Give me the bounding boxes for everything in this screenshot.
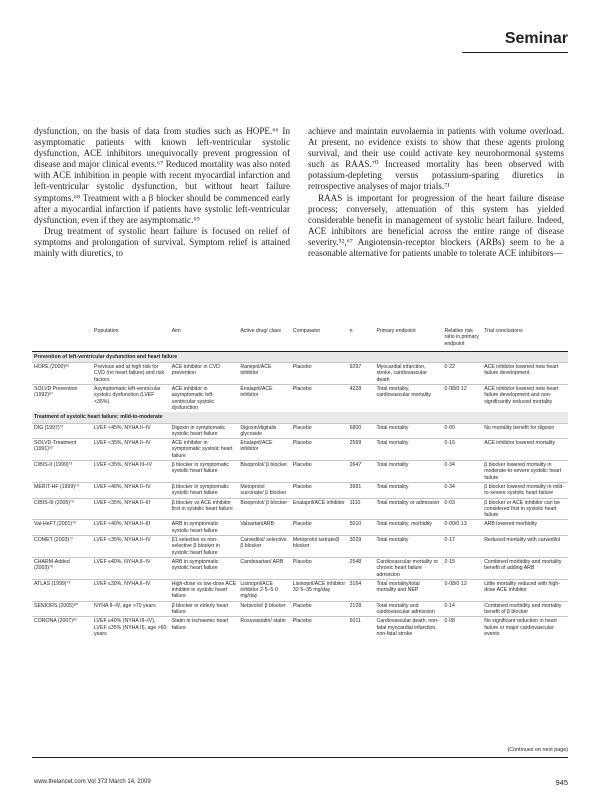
table-cell: 1110 — [348, 498, 375, 520]
table-cell: ARB in symptomatic systolic heart failure — [170, 520, 239, 536]
table-cell: CORONA (2007)⁸¹ — [32, 617, 92, 638]
table-cell: 2128 — [348, 601, 375, 617]
table-cell: Placebo — [291, 601, 348, 617]
table-cell: LVEF ≤30%, NYHA II–IV — [92, 579, 170, 601]
table-cell: β blocker in elderly heart failure — [170, 601, 239, 617]
table-cell: LVEF <40%, NYHA II–IV — [92, 482, 170, 498]
table-cell: Total mortality — [374, 536, 442, 558]
table-cell: LVEF ≤40% (NYHA III–IV), LVEF ≤35% (NYHA II), age >60 years — [92, 617, 170, 638]
table-row — [32, 363, 568, 385]
table-cell: Placebo — [291, 461, 348, 483]
table-cell: Lisinopril/ACE inhibitor 32·5–35 mg/day — [291, 579, 348, 601]
table-cell: No mortality benefit for digoxin — [482, 423, 568, 439]
table-row — [32, 557, 568, 579]
table-cell: Placebo — [291, 423, 348, 439]
table-cell: 0·17 — [443, 536, 483, 558]
table-row — [32, 601, 568, 617]
table-cell: Enalapril/ACE inhibitor — [238, 439, 291, 461]
table-row — [32, 498, 568, 520]
column-header: Relative risk ratio in primary endpoint — [443, 322, 483, 351]
column-header: n — [348, 322, 375, 351]
table-cell: Placebo — [291, 557, 348, 579]
table-cell: Bisoprolol/ β blocker — [238, 498, 291, 520]
table-cell: Placebo — [291, 482, 348, 498]
table-cell: Total mortality/total mortality and NEP — [374, 579, 442, 601]
table-cell: Asymptomatic left-ventricular systolic dysfunction (LVEF <35%) — [92, 385, 170, 413]
table-cell: Metoprolol tartrate/β blocker — [291, 536, 348, 558]
table-cell: SENIORS (2005)⁸⁰ — [32, 601, 92, 617]
table-cell: Placebo — [291, 363, 348, 385]
table-cell: LVEF <45%, NYHA II–IV — [92, 423, 170, 439]
table-cell: ACE inhibitor in symptomatic systolic heart failure — [170, 439, 239, 461]
column-header: Trial conclusions — [482, 322, 568, 351]
paragraph: RAAS is important for progression of the heart failure disease process; conversely, attenuation of this system has yielded considerable benefit in management of systolic heart failure. Indeed, ACE inhibitors are beneficial across the entire range of disease severity.⁵²,⁶⁷ Angiotensin-receptor blockers (ARBs) seem to be a reasonable alternative for patients unable to tolerate ACE inhibitors— — [308, 192, 564, 259]
table-cell: SOLVD-Treatment (1991)⁵² — [32, 439, 92, 461]
table-cell: β blocker in symptomatic systolic heart failure — [170, 461, 239, 483]
table-cell: Enalapril/ACE inhibitor — [238, 385, 291, 413]
table-cell: No significant reduction in heart failure or major cardiovascular events — [482, 617, 568, 638]
table-cell: ACE inhibitor in CVD prevention — [170, 363, 239, 385]
table-cell: Total mortality — [374, 423, 442, 439]
trial-table — [32, 322, 568, 754]
table-cell: Total mortality, cardiovascular mortality — [374, 385, 442, 413]
table-cell: 4228 — [348, 385, 375, 413]
table-cell: Statin in ischaemic heart failure — [170, 617, 239, 638]
table-cell: Rosuvastatin/ statin — [238, 617, 291, 638]
table-cell: 5010 — [348, 520, 375, 536]
table-cell: Bisoprolol/ β blocker — [238, 461, 291, 483]
table-cell: 0·34 — [443, 482, 483, 498]
table-cell: β blocker in symptomatic systolic heart failure — [170, 482, 239, 498]
table-cell: Total mortality or admission — [374, 498, 442, 520]
table-cell: Total mortality and cardiovascular admission — [374, 601, 442, 617]
table-cell: CIBIS-II (1999)⁷³ — [32, 461, 92, 483]
body-column-right — [308, 126, 564, 259]
table-cell: Nebivolol/ β blocker — [238, 601, 291, 617]
table-cell: 0·03 — [443, 498, 483, 520]
table-cell: Metoprolol succinate/ β blocker — [238, 482, 291, 498]
column-header — [32, 322, 92, 351]
table-row — [32, 423, 568, 439]
table-cell: 0·00 — [443, 423, 483, 439]
table-cell: LVEF <35%, NYHA II–IV — [92, 536, 170, 558]
table-cell: Ramipril/ACE inhibitor — [238, 363, 291, 385]
table-cell: Previous and at high risk for CVD (no heart failure) and risk factors — [92, 363, 170, 385]
table-row — [32, 617, 568, 638]
table-cell: 0·34 — [443, 461, 483, 483]
table-cell: 0·22 — [443, 363, 483, 385]
table-cell: 2548 — [348, 557, 375, 579]
section-title: Treatment of systolic heart failure: mild-to-moderate — [32, 412, 568, 423]
table-cell: Lisinopril/ACE inhibitor 2·5–5·0 mg/day — [238, 579, 291, 601]
table-cell: 0·14 — [443, 601, 483, 617]
table-cell: Total mortality — [374, 482, 442, 498]
table-cell: β blocker lowered mortality in moderate-to-severe systolic heart failure — [482, 461, 568, 483]
paragraph: dysfunction, on the basis of data from studies such as HOPE.⁶⁶ In asymptomatic patients with known left-ventricular systolic dysfunction, ACE inhibitors unequivocally prevent progression of disease and major clinical events.⁶⁷ Reduced mortality was also noted with ACE inhibition in people with recent myocardial infarction and left-ventricular systolic dysfunction, but without heart failure symptoms.⁶⁸ Treatment with a β blocker should be commenced early after a myocardial infarction if patients have systolic left-ventricular dysfunction, even if they are asymptomatic.⁶⁹ — [34, 126, 290, 225]
table-cell: ACE inhibitor in asymptomatic left-ventricular systolic dysfunction — [170, 385, 239, 413]
table-cell: Digoxin in symptomatic systolic heart failure — [170, 423, 239, 439]
table-cell: CIBIS-III (2005)⁷⁵ — [32, 498, 92, 520]
column-header: Population — [92, 322, 170, 351]
table-row — [32, 461, 568, 483]
table — [32, 322, 568, 638]
bottom-rule — [32, 757, 568, 758]
table-cell: Placebo — [291, 439, 348, 461]
table-cell: LVEF <35%, NYHA II–IV — [92, 439, 170, 461]
table-cell: MERIT-HF (1999)⁷⁴ — [32, 482, 92, 498]
table-cell: 0·08/0·12 — [443, 385, 483, 413]
table-cell: DIG (1997)⁷² — [32, 423, 92, 439]
paragraph: achieve and maintain euvolaemia in patients with volume overload. At present, no evidence exists to show that these agents prolong survival, and their use could activate key neurohormonal systems such as RAAS.⁷⁰ Increased mortality has been observed with potassium-depleting versus potassium-sparing diuretics in retrospective analyses of major trials.⁷¹ — [308, 126, 564, 192]
table-cell: Combined morbidity and mortality benefit of β blocker — [482, 601, 568, 617]
table-cell: CHARM-Added (2003)⁷⁸ — [32, 557, 92, 579]
table-cell: High-dose vs low-dose ACE inhibitor in systolic heart failure — [170, 579, 239, 601]
section-title: Prevention of left-ventricular dysfunction and heart failure — [32, 351, 568, 362]
column-header: Comparator — [291, 322, 348, 351]
table-cell: 0·00/0·13 — [443, 520, 483, 536]
table-cell: LVEF <40%, NYHA II–III — [92, 520, 170, 536]
table-cell: ACE inhibitor lowered mortality — [482, 439, 568, 461]
section-row — [32, 412, 568, 423]
paragraph: Drug treatment of systolic heart failure is focused on relief of symptoms and prolongation of survival. Symptom relief is attained mainly with diuretics, to — [34, 225, 290, 259]
table-cell: ATLAS (1999)⁷⁹ — [32, 579, 92, 601]
table-cell: Carvedilol/ selective β blocker — [238, 536, 291, 558]
table-cell: Placebo — [291, 617, 348, 638]
table-cell: 2569 — [348, 439, 375, 461]
running-head-title: Seminar — [504, 30, 568, 47]
table-cell: ARB in symptomatic systolic heart failure — [170, 557, 239, 579]
table-cell: Placebo — [291, 385, 348, 413]
table-cell: 3991 — [348, 482, 375, 498]
table-cell: Enalapril/ACE inhibitor — [291, 498, 348, 520]
table-cell: 0·08 — [443, 617, 483, 638]
table-body — [32, 351, 568, 638]
table-cell: 3029 — [348, 536, 375, 558]
table-cell: Total mortality — [374, 461, 442, 483]
table-cell: SOLVD Prevention (1992)⁶⁷ — [32, 385, 92, 413]
table-cell: ACE inhibitor lowered new heart failure development and non-significantly reduced mortality — [482, 385, 568, 413]
table-cell: 0·08/0·12 — [443, 579, 483, 601]
table-cell: LVEF <35%, NYHA II–III — [92, 498, 170, 520]
table-cell: Reduced mortality with carvedilol — [482, 536, 568, 558]
table-cell: Little mortality reduced with high-dose ACE inhibitor — [482, 579, 568, 601]
table-cell: Cardiovascular mortality or chronic heart failure admission — [374, 557, 442, 579]
column-header: Active drug/ class — [238, 322, 291, 351]
table-cell: 2647 — [348, 461, 375, 483]
table-cell: COMET (2003)⁷⁷ — [32, 536, 92, 558]
table-cell: ARB lowered morbidity — [482, 520, 568, 536]
table-cell: Placebo — [291, 520, 348, 536]
table-header-row — [32, 322, 568, 351]
table-cell: β blocker lowered mortality in mild-to-severe systolic heart failure — [482, 482, 568, 498]
table-cell: 9297 — [348, 363, 375, 385]
table-cell: LVEF ≤40%, NYHA II–IV — [92, 557, 170, 579]
table-cell: Total mortality, morbidity — [374, 520, 442, 536]
table-cell: Digoxin/digitalis glycoside — [238, 423, 291, 439]
table-cell: Valsartan/ARB — [238, 520, 291, 536]
table-cell: Val-HeFT (2001)⁷⁶ — [32, 520, 92, 536]
table-cell: LVEF <35%, NYHA III–IV — [92, 461, 170, 483]
table-cell: β blocker or ACE inhibitor can be considered first in systolic heart failure — [482, 498, 568, 520]
column-header: Primary endpoint — [374, 322, 442, 351]
table-cell: Candesartan/ ARB — [238, 557, 291, 579]
table-cell: 5011 — [348, 617, 375, 638]
page-number: 945 — [555, 778, 568, 787]
table-cell: 0·16 — [443, 439, 483, 461]
table-cell: β1 selective vs non-selective β blocker in systolic heart failure — [170, 536, 239, 558]
column-header: Aim — [170, 322, 239, 351]
table-row — [32, 520, 568, 536]
table-cell: 3164 — [348, 579, 375, 601]
table-row — [32, 385, 568, 413]
table-cell: Combined morbidity and mortality benefit of adding ARB — [482, 557, 568, 579]
table-cell: β blocker vs ACE inhibitor first in systolic heart failure — [170, 498, 239, 520]
table-row — [32, 579, 568, 601]
table-cell: Cardiovascular death, non-fatal myocardial infarction, non-fatal stroke — [374, 617, 442, 638]
table-cell: 0·15 — [443, 557, 483, 579]
body-column-left — [34, 126, 290, 259]
table-row — [32, 536, 568, 558]
table-cell: Myocardial infarction, stroke, cardiovascular death — [374, 363, 442, 385]
running-head-rule — [462, 52, 568, 53]
continues-note: (Continues on next page) — [507, 747, 568, 753]
section-row — [32, 351, 568, 362]
table-cell: 6800 — [348, 423, 375, 439]
table-row — [32, 482, 568, 498]
table-cell: ACE inhibitor lowered new heart failure development — [482, 363, 568, 385]
table-row — [32, 439, 568, 461]
table-cell: NYHA II–IV, age >70 years — [92, 601, 170, 617]
running-head — [0, 0, 600, 60]
table-cell: HOPE (2000)⁶⁶ — [32, 363, 92, 385]
table-cell: Total mortality — [374, 439, 442, 461]
footer-journal-info: www.thelancet.com Vol 373 March 14, 2009 — [34, 779, 151, 785]
